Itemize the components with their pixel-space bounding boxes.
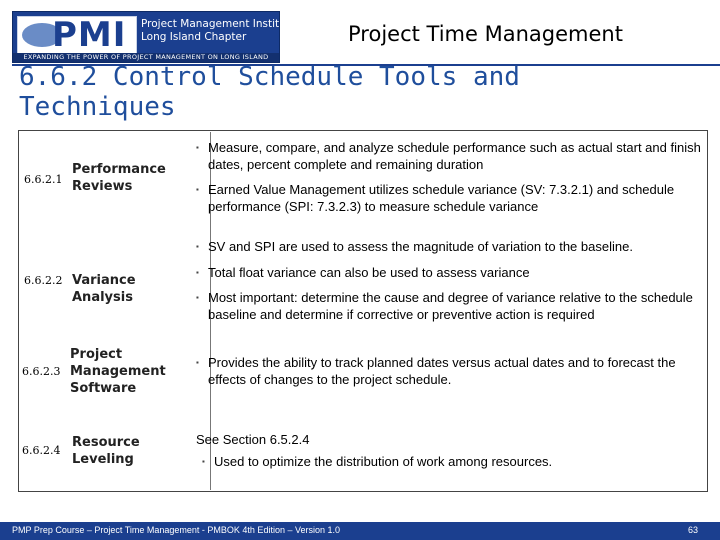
logo-tagline: EXPANDING THE POWER OF PROJECT MANAGEMENT ON LONG ISLAND [13, 53, 279, 62]
section-number: 6.6.2.4 [22, 444, 61, 457]
bullet-icon: ▪ [196, 185, 199, 194]
slide-title: 6.6.2 Control Schedule Tools and Techniques [19, 62, 520, 122]
bullet-icon: ▪ [196, 242, 199, 251]
pmi-logo-mark [17, 16, 137, 54]
footer-bar [0, 522, 720, 540]
section-name: Resource Leveling [72, 435, 140, 467]
list-item [202, 454, 714, 471]
section-name: Project Management Software [70, 347, 166, 396]
org-name: Project Management Institute [141, 18, 297, 30]
section-number: 6.6.2.2 [24, 274, 63, 287]
bullet-icon: ▪ [202, 457, 205, 466]
list-item [196, 355, 708, 388]
bullet-icon: ▪ [196, 358, 199, 367]
deck-title: Project Time Management [348, 22, 623, 46]
course-note: PMP Prep Course – Project Time Management - PMBOK 4th Edition – Version 1.0 [12, 525, 340, 535]
section-number: 6.6.2.3 [22, 365, 61, 378]
item-text: Earned Value Management utilizes schedule variance (SV: 7.3.2.1) and schedule performance (SPI: 7.3.2.3) to measure schedule variance [208, 182, 675, 214]
bullet-icon: ▪ [196, 268, 199, 277]
item-text: Used to optimize the distribution of work among resources. [214, 454, 553, 469]
pmi-logo-text: PMI [52, 16, 127, 54]
see-section-reference: See Section 6.5.2.4 [196, 432, 310, 447]
item-text: Most important: determine the cause and degree of variance relative to the schedule baseline and determine if corrective or preventive action is required [208, 290, 693, 322]
item-text: Provides the ability to track planned dates versus actual dates and to forecast the effects of changes to the project schedule. [208, 355, 676, 387]
section-number: 6.6.2.1 [24, 173, 63, 186]
item-text: SV and SPI are used to assess the magnitude of variation to the baseline. [208, 239, 633, 254]
item-text: Measure, compare, and analyze schedule performance such as actual start and finish dates, percent complete and remaining duration [208, 140, 701, 172]
list-item [196, 182, 708, 215]
bullet-icon: ▪ [196, 293, 199, 302]
chapter-name [141, 18, 296, 44]
list-item [196, 140, 708, 173]
item-text: Total float variance can also be used to assess variance [208, 265, 530, 280]
chapter-location: Long Island Chapter [141, 31, 247, 43]
section-name: Performance Reviews [72, 162, 166, 194]
list-item [196, 265, 708, 282]
pmi-chapter-logo [12, 11, 297, 63]
section-name: Variance Analysis [72, 273, 136, 305]
page-number: 63 [687, 525, 698, 535]
bullet-icon: ▪ [196, 143, 199, 152]
list-item [196, 239, 708, 256]
list-item [196, 290, 708, 323]
